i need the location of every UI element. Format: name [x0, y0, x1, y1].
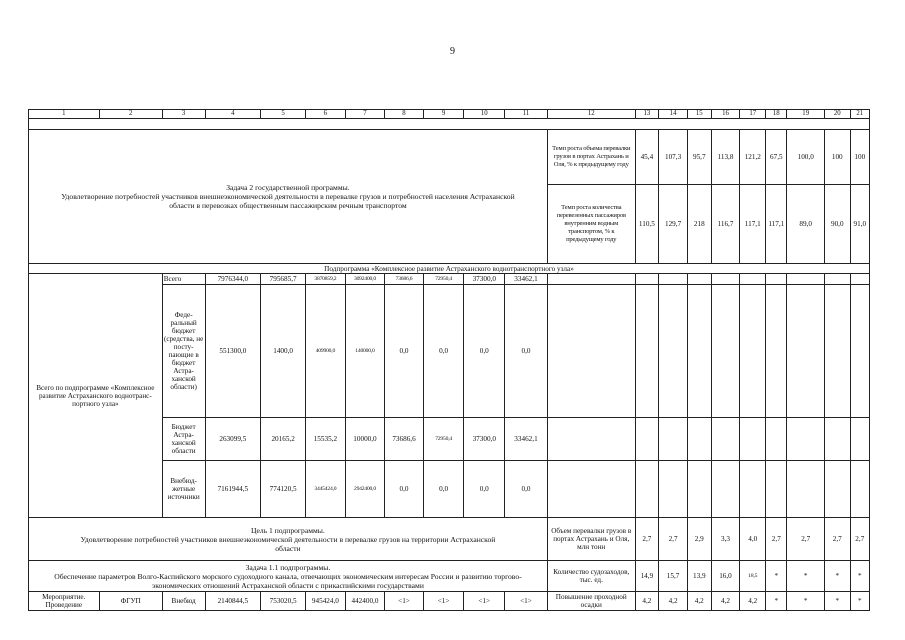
value-cell: 795685,7 [261, 274, 306, 285]
goal1-description: Удовлетворение потребностей участников внешнеэкономической деятельности в перевалке грузов на территории Астраханской области [80, 534, 496, 553]
task11-title-cell [29, 561, 548, 592]
value-cell: <1> [505, 592, 548, 611]
value-cell: 16,0 [711, 561, 740, 592]
value-cell: 2,7 [850, 518, 869, 561]
event-indicator: Повышение проходной осадки [547, 592, 635, 611]
value-cell: 107,3 [659, 130, 688, 185]
task2-indicator-1: Темп роста объема перевалки грузов в портах Астрахань и Оля, % к предыдущему году [547, 130, 635, 185]
event-row [29, 592, 870, 611]
col-header: 3 [162, 110, 205, 119]
value-cell: 117,1 [740, 185, 766, 264]
value-cell: 72950,4 [423, 274, 464, 285]
col-header: 6 [306, 110, 346, 119]
value-cell: 33462,1 [505, 418, 548, 461]
value-cell: 100,0 [787, 130, 824, 185]
value-cell: 4,2 [688, 592, 712, 611]
col-header: 16 [711, 110, 740, 119]
column-numbers-row [29, 110, 870, 119]
col-header: 5 [261, 110, 306, 119]
value-cell: 2,9 [688, 518, 712, 561]
value-cell: 91,0 [850, 185, 869, 264]
col-header: 10 [464, 110, 505, 119]
task2-title: Задача 2 государственной программы. [226, 183, 350, 192]
value-cell: 2140844,5 [205, 592, 261, 611]
value-cell: <1> [423, 592, 464, 611]
value-cell: 3092400,0 [345, 274, 385, 285]
value-cell: 100 [824, 130, 850, 185]
value-cell: * [787, 592, 824, 611]
value-cell: 113,8 [711, 130, 740, 185]
value-cell: 0,0 [464, 461, 505, 518]
subprogram-title-row [29, 264, 870, 274]
goal1-indicator: Объем перевалки грузов в портах Астрахань и Оля, млн тонн [547, 518, 635, 561]
value-cell: 45,4 [635, 130, 659, 185]
value-cell: 67,5 [766, 130, 787, 185]
value-cell: 90,0 [824, 185, 850, 264]
value-cell: 37300,0 [464, 418, 505, 461]
value-cell: 0,0 [423, 461, 464, 518]
col-header: 17 [740, 110, 766, 119]
funding-source: Всего [162, 274, 205, 285]
task11-description: Обеспечение параметров Волго-Каспийского морского судоходного канала, отвечающих экономическим интересам России и развитию торгово-экономических отношений Астраханской области с прикаспийскими государствами [54, 571, 522, 590]
funding-source: Внебюд [162, 592, 205, 611]
value-cell: 72950,4 [423, 418, 464, 461]
value-cell: 2,7 [766, 518, 787, 561]
value-cell: * [787, 561, 824, 592]
value-cell: 73686,6 [385, 418, 424, 461]
col-header: 13 [635, 110, 659, 119]
value-cell: 0,0 [505, 461, 548, 518]
goal1-row [29, 518, 870, 561]
task2-description: Удовлетворение потребностей участников внешнеэкономической деятельности в перевалке грузов и потребностей населения Астраханской области в перевозках общественным пассажирским речным транспортом [61, 192, 515, 210]
task11-indicator: Количество судозаходов, тыс. ед. [547, 561, 635, 592]
value-cell: 20165,2 [261, 418, 306, 461]
program-table [28, 109, 870, 611]
goal1-title-cell [29, 518, 548, 561]
value-cell: 0,0 [385, 285, 424, 418]
value-cell: 89,0 [787, 185, 824, 264]
value-cell: 774120,5 [261, 461, 306, 518]
value-cell: 14,9 [635, 561, 659, 592]
value-cell: 18,5 [740, 561, 766, 592]
col-header: 15 [688, 110, 712, 119]
value-cell: 1400,0 [261, 285, 306, 418]
value-cell: 4,2 [711, 592, 740, 611]
value-cell: 3870859,2 [306, 274, 346, 285]
value-cell: <1> [464, 592, 505, 611]
value-cell: 409900,0 [306, 285, 346, 418]
value-cell: 10000,0 [345, 418, 385, 461]
subprogram-title: Подпрограмма «Комплексное развитие Астраханского воднотранспортного узла» [29, 264, 870, 274]
value-cell: 3,3 [711, 518, 740, 561]
value-cell: 100 [850, 130, 869, 185]
page-number: 9 [450, 46, 455, 57]
value-cell: 95,7 [688, 130, 712, 185]
value-cell: * [824, 561, 850, 592]
col-header: 2 [99, 110, 162, 119]
col-header: 12 [547, 110, 635, 119]
funding-source: Внебюджетные источники [162, 461, 205, 518]
task11-title: Задача 1.1 подпрограммы. [245, 562, 331, 572]
value-cell: 15535,2 [306, 418, 346, 461]
col-header: 19 [787, 110, 824, 119]
col-header: 9 [423, 110, 464, 119]
value-cell: 0,0 [385, 461, 424, 518]
value-cell: 117,1 [766, 185, 787, 264]
value-cell: 13,9 [688, 561, 712, 592]
value-cell: 110,5 [635, 185, 659, 264]
task2-row-1 [29, 130, 870, 185]
value-cell: * [824, 592, 850, 611]
value-cell: 2,7 [824, 518, 850, 561]
value-cell: 0,0 [423, 285, 464, 418]
value-cell: 7161944,5 [205, 461, 261, 518]
value-cell: 4,2 [740, 592, 766, 611]
col-header: 1 [29, 110, 100, 119]
value-cell: * [850, 561, 869, 592]
value-cell: 0,0 [505, 285, 548, 418]
task2-indicator-2: Темп роста количества перевезенных пассажиров внутренним водным транспортом, % к предыдущему году [547, 185, 635, 264]
value-cell: 442400,0 [345, 592, 385, 611]
value-cell: 15,7 [659, 561, 688, 592]
value-cell: * [766, 561, 787, 592]
value-cell: 263099,5 [205, 418, 261, 461]
col-header: 21 [850, 110, 869, 119]
value-cell: 551300,0 [205, 285, 261, 418]
total-label: Всего по подпрограмме «Комплексное развитие Астраханского воднотранспортного узла» [29, 274, 163, 518]
value-cell: 0,0 [464, 285, 505, 418]
col-header: 8 [385, 110, 424, 119]
col-header: 18 [766, 110, 787, 119]
funding-source: Бюджет Астраханской области [162, 418, 205, 461]
col-header: 11 [505, 110, 548, 119]
value-cell: 753020,5 [261, 592, 306, 611]
value-cell: 2,7 [787, 518, 824, 561]
executor: ФГУП [99, 592, 162, 611]
value-cell: 129,7 [659, 185, 688, 264]
value-cell: * [850, 592, 869, 611]
col-header: 4 [205, 110, 261, 119]
value-cell: 33462,1 [505, 274, 548, 285]
value-cell: * [766, 592, 787, 611]
col-header: 14 [659, 110, 688, 119]
value-cell: 140000,0 [345, 285, 385, 418]
value-cell: 4,2 [659, 592, 688, 611]
value-cell: 2,7 [659, 518, 688, 561]
value-cell: 945424,0 [306, 592, 346, 611]
value-cell: 2942400,0 [345, 461, 385, 518]
value-cell: 116,7 [711, 185, 740, 264]
col-header: 7 [345, 110, 385, 119]
value-cell: 218 [688, 185, 712, 264]
task11-row [29, 561, 870, 592]
value-cell: 7976344,0 [205, 274, 261, 285]
task2-title-cell [29, 130, 548, 264]
value-cell: 37300,0 [464, 274, 505, 285]
value-cell: 4,0 [740, 518, 766, 561]
spacer-row [29, 119, 870, 130]
value-cell: <1> [385, 592, 424, 611]
col-header: 20 [824, 110, 850, 119]
value-cell: 121,2 [740, 130, 766, 185]
value-cell: 2,7 [635, 518, 659, 561]
value-cell: 3445424,0 [306, 461, 346, 518]
funding-source: Федеральный бюджет (средства, не поступающие в бюджет Астраханской области) [162, 285, 205, 418]
total-row-all [29, 274, 870, 285]
value-cell: 73686,6 [385, 274, 424, 285]
value-cell: 4,2 [635, 592, 659, 611]
event-name: Мероприятие. Проведение [29, 592, 100, 611]
goal1-title: Цель 1 подпрограммы. [251, 525, 325, 535]
